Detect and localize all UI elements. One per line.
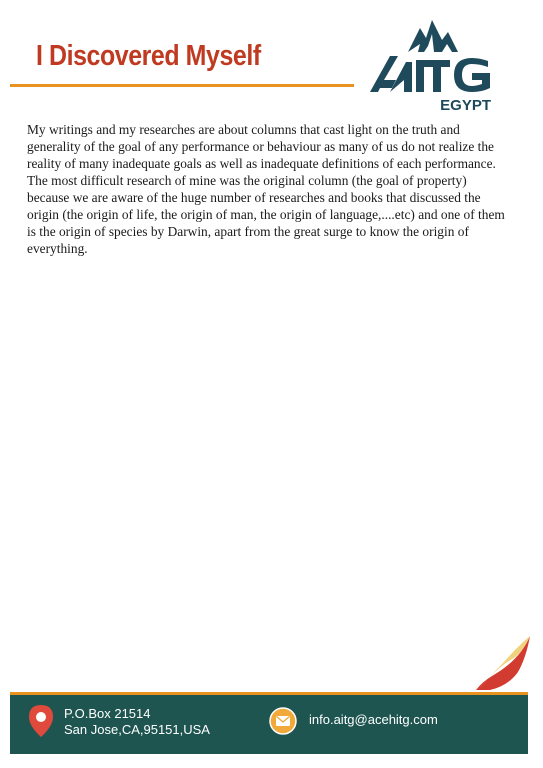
- paragraph: My writings and my researches are about columns that cast light on the truth and generality of the goal of any performance or behaviour as many of us do not realize the reality of many inadequate goals as well as inadequate definitions of each performance.: [27, 122, 496, 171]
- page-title: I Discovered Myself: [36, 40, 261, 72]
- email-link[interactable]: info.aitg@acehitg.com: [309, 712, 438, 727]
- footer: [10, 692, 528, 754]
- footer-accent: [10, 692, 528, 695]
- paragraph: The most difficult research of mine was the original column (the goal of property) because we are aware of the huge number of researches and books that discussed the origin (the origin of life, the origin of man, the origin of language,....etc) and one of them is the origin of species by Darwin, apart from the great surge to know the origin of everything.: [27, 173, 505, 256]
- title-underline: [10, 84, 354, 87]
- aitg-logo: [368, 14, 496, 114]
- address-line-2: San Jose,CA,95151,USA: [64, 722, 210, 737]
- address-line-1: P.O.Box 21514: [64, 706, 151, 721]
- page-curl: [474, 636, 530, 692]
- address: [64, 706, 210, 738]
- map-pin-icon: [28, 704, 54, 738]
- envelope-icon: [269, 707, 297, 735]
- logo-subtitle: EGYPT: [440, 97, 491, 114]
- body-text: [27, 121, 512, 257]
